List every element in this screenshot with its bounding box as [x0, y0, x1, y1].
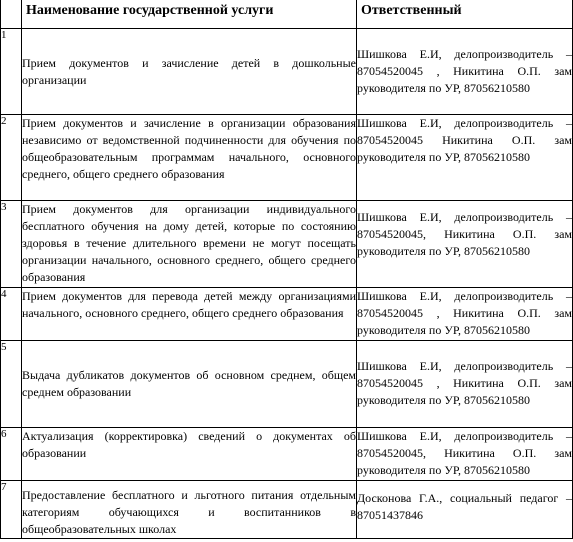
row-number: 3 — [1, 201, 22, 288]
responsible-person: Досконова Г.А., социальный педагог – 87051437846 — [357, 491, 572, 522]
service-name-cell — [22, 29, 357, 115]
row-number: 5 — [1, 341, 22, 428]
service-name: Выдача дубликатов документов об основном среднем, общем среднем образовании — [22, 368, 356, 399]
row-number: 4 — [1, 288, 22, 341]
service-name-cell — [22, 288, 357, 341]
table-row — [1, 481, 573, 539]
service-name-cell — [22, 481, 357, 539]
table-row — [1, 201, 573, 288]
responsible-person: Шишкова Е.И, делопроизводитель – 87054520045 Никитина О.П. зам руководителя по УР, 87056210580 — [357, 116, 572, 164]
service-name-cell — [22, 341, 357, 428]
service-name-cell — [22, 201, 357, 288]
table-header-row — [1, 0, 573, 29]
service-name: Актуализация (корректировка) сведений о документах об образовании — [22, 429, 356, 460]
responsible-person: Шишкова Е.И, делопроизводитель – 87054520045 , Никитина О.П. зам руководителя по УР, 87056210580 — [357, 47, 572, 95]
responsible-person: Шишкова Е.И, делопроизводитель – 87054520045, Никитина О.П. зам руководителя по УР, 87056210580 — [357, 210, 572, 258]
row-number: 7 — [1, 481, 22, 539]
header-number-cell — [1, 0, 22, 29]
service-name: Прием документов и зачисление в организации образования независимо от ведомственной подчиненности для обучения по общеобразовательным программам начального, основного среднего, общего среднего образования — [22, 116, 356, 181]
row-number: 6 — [1, 428, 22, 481]
responsible-cell — [357, 288, 573, 341]
responsible-person: Шишкова Е.И, делопроизводитель – 87054520045 , Никитина О.П. зам руководителя по УР, 87056210580 — [357, 359, 572, 407]
table-row — [1, 115, 573, 201]
table-row — [1, 428, 573, 481]
responsible-cell — [357, 341, 573, 428]
service-name: Прием документов для организации индивидуального бесплатного обучения на дому детей, которые по состоянию здоровья в течение длительного времени не могут посещать организации начального, основного среднего, общего среднего образования — [22, 202, 356, 284]
responsible-person: Шишкова Е.И, делопроизводитель – 87054520045 , Никитина О.П. зам руководителя по УР, 87056210580 — [357, 289, 572, 337]
row-number: 2 — [1, 115, 22, 201]
responsible-cell — [357, 481, 573, 539]
responsible-cell — [357, 428, 573, 481]
service-name: Прием документов и зачисление детей в дошкольные организации — [22, 56, 356, 87]
service-name: Предоставление бесплатного и льготного питания отдельным категориям обучающихся и воспитанников в общеобразовательных школах — [22, 488, 356, 536]
table-row — [1, 341, 573, 428]
responsible-cell — [357, 201, 573, 288]
header-responsible: Ответственный — [357, 0, 573, 29]
table-row — [1, 288, 573, 341]
table-row — [1, 29, 573, 115]
responsible-cell — [357, 29, 573, 115]
service-name-cell — [22, 115, 357, 201]
row-number: 1 — [1, 29, 22, 115]
service-name-cell — [22, 428, 357, 481]
responsible-person: Шишкова Е.И, делопроизводитель – 87054520045, Никитина О.П. зам руководителя по УР, 87056210580 — [357, 429, 572, 477]
responsible-cell — [357, 115, 573, 201]
header-service-name: Наименование государственной услуги — [22, 0, 357, 29]
service-name: Прием документов для перевода детей между организациями начального, основного среднего, общего среднего образования — [22, 289, 356, 320]
